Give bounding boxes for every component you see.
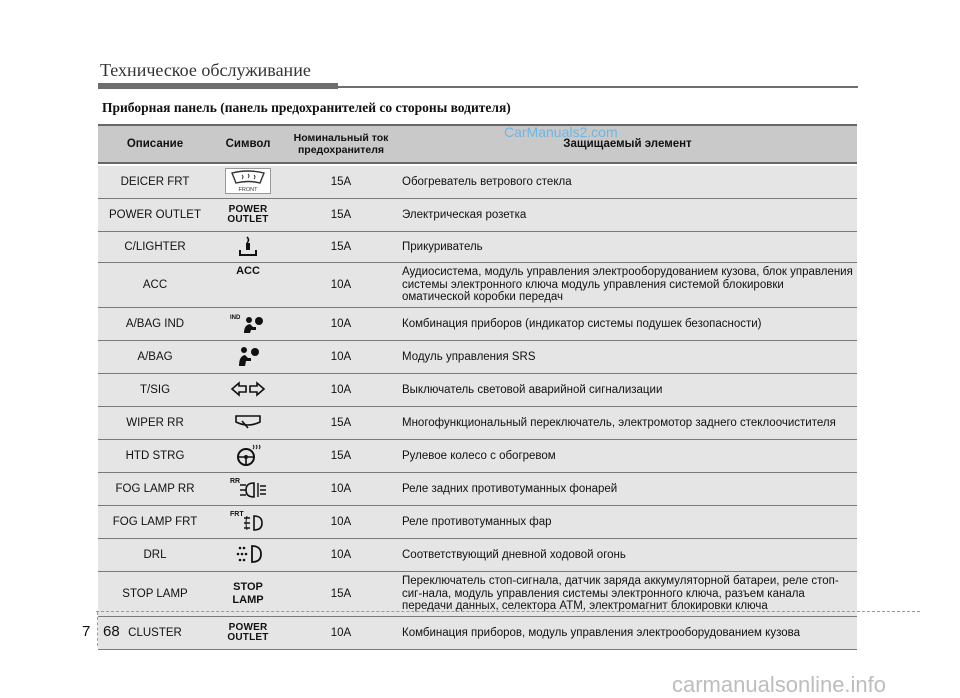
table-row: [98, 166, 857, 199]
table-row: [98, 199, 857, 232]
row-description: T/SIG: [98, 374, 212, 407]
drl-icon: [230, 542, 266, 566]
table-subtitle: Приборная панель (панель предохранителей со стороны водителя): [102, 100, 511, 115]
airbag-indicator-icon: [228, 311, 268, 335]
row-symbol: [212, 374, 284, 407]
row-current: 10A: [284, 263, 398, 308]
row-protected: Комбинация приборов (индикатор системы подушек безопасности): [398, 308, 857, 341]
row-current: 10A: [284, 506, 398, 539]
row-symbol: [212, 539, 284, 572]
row-symbol: [212, 407, 284, 440]
table-row: [98, 617, 857, 650]
row-current: 15A: [284, 572, 398, 617]
row-description: WIPER RR: [98, 407, 212, 440]
table-header-row: [98, 125, 857, 163]
row-current: 10A: [284, 308, 398, 341]
table-row: [98, 440, 857, 473]
section-title: Техническое обслуживание: [100, 60, 311, 80]
heated-steering-icon: [234, 443, 262, 467]
row-description: A/BAG: [98, 341, 212, 374]
front-fog-lamp-icon: [228, 508, 268, 534]
footer-rule: [96, 611, 920, 612]
svg-text:RR: RR: [230, 477, 241, 485]
row-current: 10A: [284, 539, 398, 572]
row-current: 15A: [284, 440, 398, 473]
row-description: C/LIGHTER: [98, 232, 212, 263]
row-current: 10A: [284, 341, 398, 374]
col-symbol: Символ: [212, 125, 284, 163]
row-symbol: [212, 263, 284, 308]
row-protected: Переключатель стоп-сигнала, датчик заряда аккумуляторной батареи, реле стоп-сиг-нала, модуль управления системы электронного ключа, разъем канала передачи данных, селектора ATM, электромагнит блокировки ключа: [398, 572, 857, 617]
row-protected: Обогреватель ветрового стекла: [398, 166, 857, 199]
row-protected: Модуль управления SRS: [398, 341, 857, 374]
row-protected: Прикуриватель: [398, 232, 857, 263]
row-protected: Выключатель световой аварийной сигнализации: [398, 374, 857, 407]
airbag-icon: [232, 344, 264, 368]
chapter-number: 7: [82, 623, 91, 640]
fuse-table: [98, 124, 857, 650]
row-description: HTD STRG: [98, 440, 212, 473]
cigar-lighter-icon: [236, 235, 260, 257]
row-current: 15A: [284, 166, 398, 199]
row-symbol: [212, 440, 284, 473]
row-current: 10A: [284, 374, 398, 407]
table-row: [98, 374, 857, 407]
table-row: [98, 473, 857, 506]
table-row: [98, 407, 857, 440]
row-protected: Электрическая розетка: [398, 199, 857, 232]
row-protected: Рулевое колесо с обогревом: [398, 440, 857, 473]
row-symbol: [212, 341, 284, 374]
row-description: DRL: [98, 539, 212, 572]
watermark[interactable]: CarManuals2.com: [504, 124, 618, 140]
site-watermark[interactable]: carmanualsonline.info: [672, 672, 887, 697]
svg-text:IND: IND: [230, 314, 241, 321]
rear-fog-lamp-icon: [228, 475, 268, 501]
table-row: [98, 572, 857, 617]
row-current: 15A: [284, 199, 398, 232]
row-protected: Аудиосистема, модуль управления электрооборудованием кузова, блок управления системы электронного ключа модуль управления системой блокировки оматической коробки передач: [398, 263, 857, 308]
row-description: FOG LAMP RR: [98, 473, 212, 506]
stop-lamp-icon: STOP LAMP: [232, 581, 264, 606]
row-description: ACC: [98, 263, 212, 308]
turn-signal-icon: [230, 379, 266, 399]
col-current-line1: Номинальный ток: [293, 132, 389, 144]
acc-icon: ACC: [236, 265, 260, 277]
row-description: CLUSTER: [98, 617, 212, 650]
title-bar: [98, 83, 338, 89]
row-description: STOP LAMP: [98, 572, 212, 617]
col-description: Описание: [98, 125, 212, 163]
table-row: [98, 308, 857, 341]
row-symbol: [212, 308, 284, 341]
row-current: 10A: [284, 473, 398, 506]
table-row: [98, 341, 857, 374]
row-symbol: [212, 232, 284, 263]
power-outlet-icon: POWER OUTLET: [227, 204, 269, 225]
title-rule: [338, 86, 858, 88]
row-symbol: [212, 199, 284, 232]
table-row: [98, 539, 857, 572]
front-deicer-icon: [225, 168, 271, 194]
page-number: 68: [103, 623, 120, 640]
row-symbol: [212, 166, 284, 199]
row-symbol: [212, 572, 284, 617]
row-current: 15A: [284, 232, 398, 263]
table-row: [98, 263, 857, 308]
svg-text:FRT: FRT: [230, 510, 244, 518]
footer-divider: [97, 612, 98, 646]
svg-text:FRONT: FRONT: [238, 186, 258, 193]
col-protected: CarManuals2.com Защищаемый элемент: [398, 125, 857, 163]
row-description: POWER OUTLET: [98, 199, 212, 232]
row-protected: Реле задних противотуманных фонарей: [398, 473, 857, 506]
row-symbol: [212, 617, 284, 650]
table-row: [98, 232, 857, 263]
row-protected: Соответствующий дневной ходовой огонь: [398, 539, 857, 572]
row-description: FOG LAMP FRT: [98, 506, 212, 539]
row-protected: Многофункциональный переключатель, электромотор заднего стеклоочистителя: [398, 407, 857, 440]
row-protected: Реле противотуманных фар: [398, 506, 857, 539]
row-protected: Комбинация приборов, модуль управления электрооборудованием кузова: [398, 617, 857, 650]
rear-wiper-icon: [232, 412, 264, 432]
power-outlet-icon: POWER OUTLET: [227, 622, 269, 643]
table-row: [98, 506, 857, 539]
col-current: [284, 125, 398, 163]
row-symbol: [212, 473, 284, 506]
row-current: 15A: [284, 407, 398, 440]
row-description: A/BAG IND: [98, 308, 212, 341]
col-current-line2: предохранителя: [297, 144, 385, 156]
row-current: 10A: [284, 617, 398, 650]
row-description: DEICER FRT: [98, 166, 212, 199]
row-symbol: [212, 506, 284, 539]
